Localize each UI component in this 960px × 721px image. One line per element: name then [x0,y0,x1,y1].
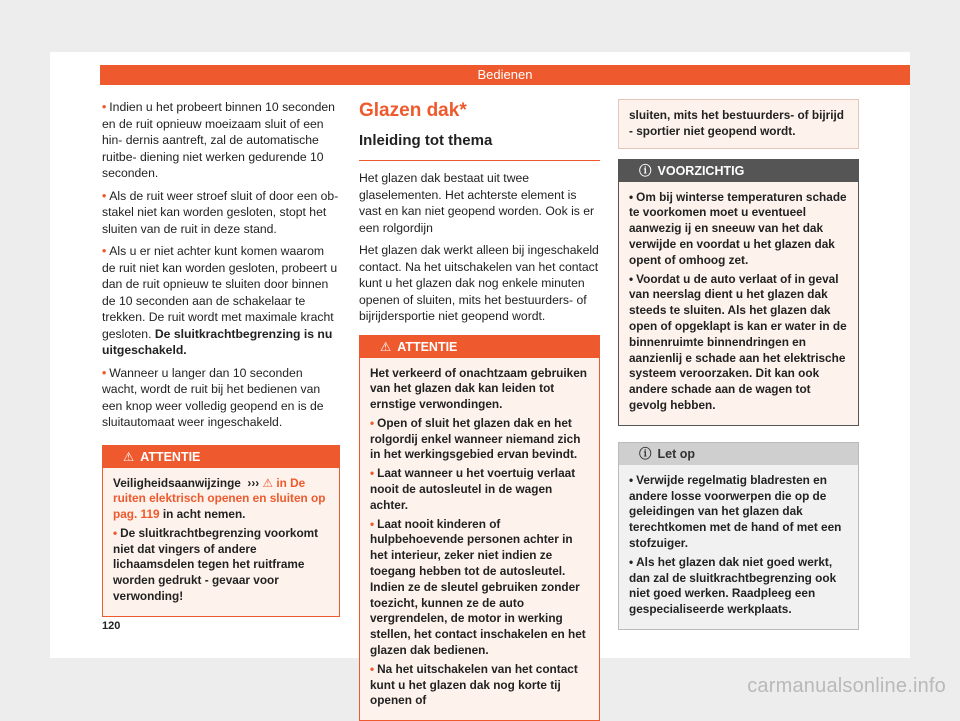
paragraph-1: • Indien u het probeert binnen 10 seconden en de ruit opnieuw moeizaam sluit of een hin- dernis aantreft, zal de automatische ruitbe- diening niet werken gedurende 10 seconden. [102,99,340,182]
bullet-icon: • [629,473,633,487]
bullet-icon: • [629,555,633,569]
page [50,52,910,658]
attention-header: ⚠ ATTENTIE [360,336,599,358]
bullet-icon: • [370,517,374,531]
section-header: Bedienen [100,65,910,85]
bullet-icon: • [102,100,106,114]
warning-triangle-icon: ⚠ [123,446,134,468]
caution-header: ⓘ VOORZICHTIG [619,160,858,182]
caution-body: • Om bij winterse temperaturen schade te voorkomen moet u eventueel aanwezig ij en sneeuw van het dak verwijde en voordat u het glazen dak opent of omhoog zet. • Voordat u de auto verlaat of in geval van neerslag dient u het glazen dak steeds te sluiten. Als het glazen dak open of opgeklapt is kan er water in de binnenruimte binnendringen en aanzienlij e schade aan het elektrische systeem veroorzaken. Dit kan ook andere schade aan de wagen tot gevolg hebben. [619,182,858,425]
warning-triangle-icon: ⚠ [380,336,391,358]
bullet-icon: • [102,244,106,258]
divider [359,160,600,161]
attention-box-middle [359,335,600,721]
attention-header: ⚠ ATTENTIE [103,446,339,468]
bullet-icon: • [102,366,106,380]
continued-box: sluiten, mits het bestuurders- of bijrijd - sportier niet geopend wordt. [618,99,859,149]
caution-box [618,159,859,426]
attention-body: Het verkeerd of onachtzaam gebruiken van het glazen dak kan leiden tot ernstige verwondingen. • Open of sluit het glazen dak en het rolgordij enkel wanneer niemand zich in het werkingsgebied ervan bevindt. • Laat wanneer u het voertuig verlaat nooit de autosleutel in de wagen achter. • Laat nooit kinderen of hulpbehoevende personen achter in het interieur, zeker niet indien ze toegang hebben tot de autosleutel. Indien ze de sleutel gebruiken zonder toezicht, kunnen ze de auto vergrendelen, de motor in werking stellen, het contact inschakelen en het glazen dak bedienen. • Na het uitschakelen van het contact kunt u het glazen dak nog korte tij openen of [360,358,599,721]
bullet-icon: • [370,416,374,430]
info-square-icon: ⓘ [639,443,652,465]
note-box [618,442,859,630]
warning-triangle-icon: ⚠ [262,476,273,490]
note-body: • Verwijde regelmatig bladresten en andere losse voorwerpen die op de geleidingen van het glazen dak terechtkomen met de hand of met een stofzuiger. • Als het glazen dak niet goed werkt, dan zal de sluitkrachtbegrenzing ook niet goed werken. Raadpleeg een gespecialiseerde werkplaats. [619,465,858,629]
watermark: carmanualsonline.info [747,675,946,698]
intro-paragraph-1: Het glazen dak bestaat uit twee glaselementen. Het achterste element is vast en kan niet geopend worden. Ook is er een rolgordijn [359,170,600,236]
attention-body: Veiligheidsaanwijzinge ››› ⚠ in De ruiten elektrisch openen en sluiten op pag. 119 in acht nemen. • De sluitkrachtbegrenzing voorkomt niet dat vingers of andere lichaamsdelen tegen het ruitframe worden gedrukt - gevaar voor verwonding! [103,468,339,616]
attention-box-left [102,445,340,617]
info-circle-icon: ⓘ [639,160,652,182]
page-number: 120 [102,620,120,632]
bullet-icon: • [629,272,633,286]
column-middle [359,99,600,721]
bullet-icon: • [113,526,117,540]
section-subtitle: Inleiding tot thema [359,131,600,151]
bullet-icon: • [370,662,374,676]
paragraph-4: • Wanneer u langer dan 10 seconden wacht, wordt de ruit bij het bedienen van een knop weer volledig geopend en is de sluitautomaat weer ingeschakeld. [102,365,340,431]
paragraph-2: • Als de ruit weer stroef sluit of door een ob- stakel niet kan worden gesloten, stopt het sluiten van de ruit in deze stand. [102,188,340,238]
bullet-icon: • [629,190,633,204]
intro-paragraph-2: Het glazen dak werkt alleen bij ingeschakeld contact. Na het uitschakelen van het contact kunt u het glazen dak nog enkele minuten openen of sluiten, mits het bestuurders- of bijrijdersportie niet geopend wordt. [359,242,600,325]
bullet-icon: • [370,466,374,480]
column-right [618,99,859,630]
paragraph-3: • Als u er niet achter kunt komen waarom de ruit niet kan worden gesloten, probeert u dan de ruit opnieuw te sluiten door binnen de 10 seconden aan de schakelaar te trekken. De ruit wordt met maximale kracht gesloten. De sluitkrachtbegrenzing is nu uitgeschakeld. [102,243,340,359]
note-header: ⓘ Let op [619,443,858,465]
column-left [102,99,340,617]
bullet-icon: • [102,189,106,203]
section-title: Glazen dak* [359,99,600,123]
